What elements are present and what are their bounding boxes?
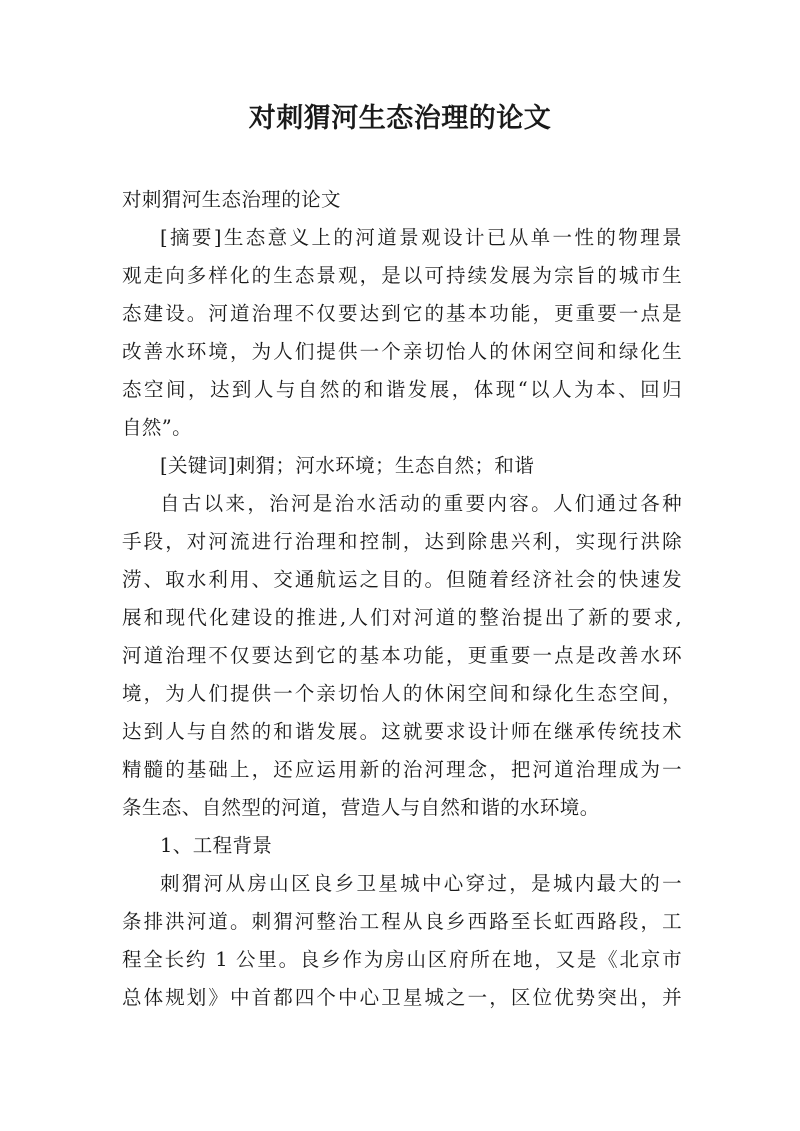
document-body (122, 181, 682, 1017)
abstract-line: 自然”。 (122, 416, 193, 439)
paragraph-line: 展和现代化建设的推进,人们对河道的整治提出了新的要求, (122, 606, 682, 629)
paragraph-line: 境，为人们提供一个亲切怡人的休闲空间和绿化生态空间， (122, 682, 682, 705)
abstract-line: [摘要]生态意义上的河道景观设计已从单一性的物理景 (160, 226, 682, 249)
document-title: 对刺猬河生态治理的论文 (248, 103, 552, 134)
paragraph-line: 河道治理不仅要达到它的基本功能，更重要一点是改善水环 (122, 644, 682, 667)
abstract-line: 观走向多样化的生态景观，是以可持续发展为宗旨的城市生 (122, 264, 682, 287)
abstract-line: 态建设。河道治理不仅要达到它的基本功能，更重要一点是 (122, 302, 682, 325)
paragraph-line: 涝、取水利用、交通航运之目的。但随着经济社会的快速发 (122, 568, 682, 591)
paragraph-line: 条生态、自然型的河道，营造人与自然和谐的水环境。 (122, 796, 600, 819)
section-heading: 1、工程背景 (160, 834, 273, 857)
paragraph-line: 自古以来，治河是治水活动的重要内容。人们通过各种 (160, 492, 682, 515)
paragraph-line: 条排洪河道。刺猬河整治工程从良乡西路至长虹西路段，工 (122, 910, 682, 933)
keywords-line: [关键词]刺猬；河水环境；生态自然；和谐 (160, 454, 535, 477)
paragraph-line: 总体规划》中首都四个中心卫星城之一，区位优势突出，并 (122, 986, 682, 1009)
abstract-line: 改善水环境，为人们提供一个亲切怡人的休闲空间和绿化生 (122, 340, 682, 363)
paragraph-line: 手段，对河流进行治理和控制，达到除患兴利，实现行洪除 (122, 530, 682, 553)
paragraph-line: 精髓的基础上，还应运用新的治河理念，把河道治理成为一 (122, 758, 682, 781)
paragraph-line: 达到人与自然的和谐发展。这就要求设计师在继承传统技术 (122, 720, 682, 743)
paragraph-line: 程全长约 1 公里。良乡作为房山区府所在地，又是《北京市 (122, 948, 682, 971)
abstract-line: 态空间，达到人与自然的和谐发展，体现“以人为本、回归 (122, 378, 682, 401)
paragraph-line: 刺猬河从房山区良乡卫星城中心穿过，是城内最大的一 (160, 872, 682, 895)
subtitle-line: 对刺猬河生态治理的论文 (122, 188, 341, 211)
